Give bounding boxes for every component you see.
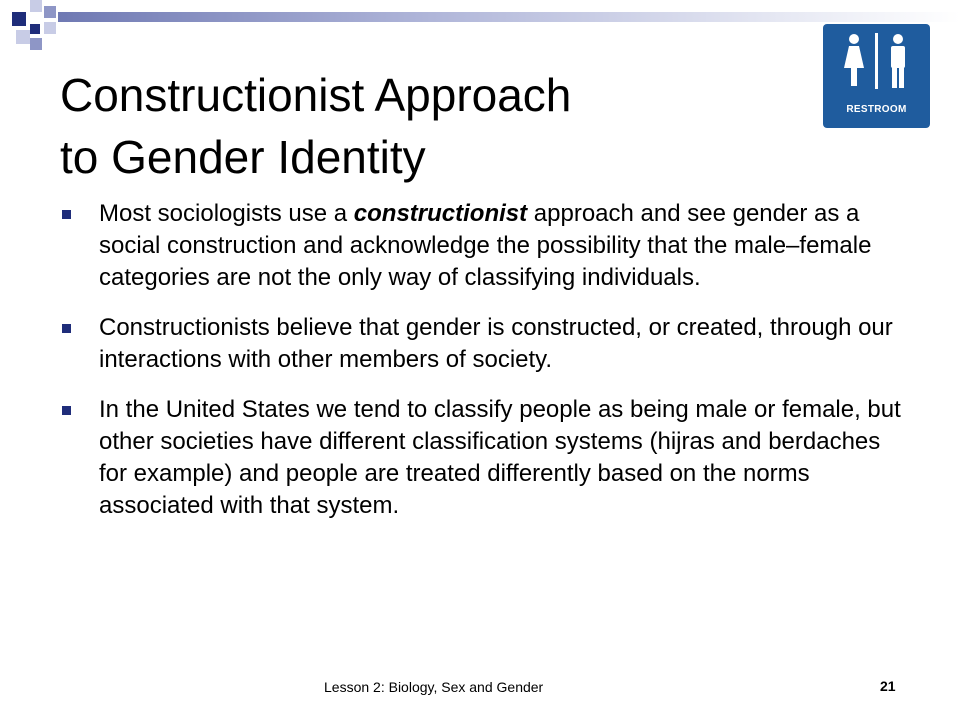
- square-bullet-icon: [62, 324, 71, 333]
- restroom-sign-label: RESTROOM: [846, 104, 907, 115]
- corner-square-decoration: [44, 22, 56, 34]
- list-item: [62, 312, 902, 376]
- page-number: 21: [880, 678, 896, 694]
- square-bullet-icon: [62, 406, 71, 415]
- corner-square-decoration: [44, 6, 56, 18]
- slide-title-line-1: Constructionist Approach: [60, 69, 572, 121]
- header-gradient-band: [58, 12, 960, 22]
- corner-square-decoration: [12, 12, 26, 26]
- list-item: [62, 198, 902, 294]
- slide-title: [60, 64, 780, 188]
- corner-square-decoration: [30, 0, 42, 12]
- bullet-text: [99, 200, 871, 291]
- bullet-text-segment: Most sociologists use a: [99, 200, 354, 227]
- corner-square-decoration: [16, 30, 30, 44]
- emphasis-term: constructionist: [353, 200, 528, 227]
- bullet-text-segment: approach and see gender as a social construction and acknowledge the possibility that the male–female categories are not the only way of classifying individuals.: [99, 200, 872, 291]
- bullet-text: In the United States we tend to classify people as being male or female, but other societies have different classification systems (hijras and berdaches for example) and people are treated differently based on the norms associated with that system.: [99, 396, 901, 519]
- list-item: [62, 394, 902, 522]
- corner-square-decoration: [30, 38, 42, 50]
- square-bullet-icon: [62, 210, 71, 219]
- restroom-sign-icon: [823, 24, 930, 128]
- bullet-list: [62, 198, 902, 540]
- slide-title-line-2: to Gender Identity: [60, 131, 426, 183]
- corner-square-decoration: [30, 24, 40, 34]
- bullet-text: Constructionists believe that gender is constructed, or created, through our interactions with other members of society.: [99, 314, 893, 373]
- slide-footer: Lesson 2: Biology, Sex and Gender: [324, 679, 544, 695]
